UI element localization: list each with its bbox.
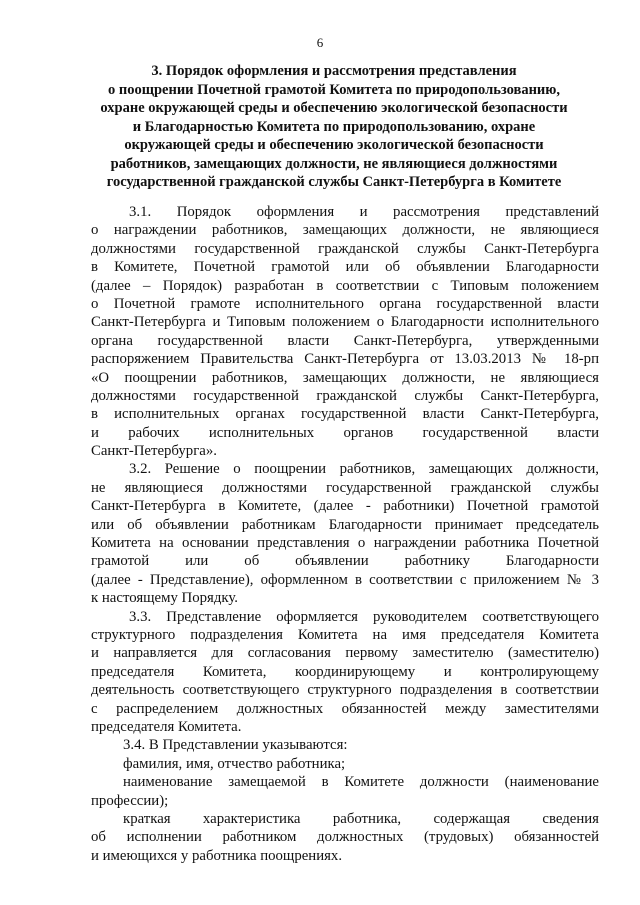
text-line: 3.1. Порядок оформления и рассмотрения представлений xyxy=(129,204,599,220)
text-line: фамилия, имя, отчество работника; xyxy=(123,755,346,772)
text-line: наименование замещаемой в Комитете должности (наименование xyxy=(123,774,599,791)
heading-line: окружающей среды и обеспечению экологической безопасности xyxy=(124,137,544,153)
text-line: 3.2. Решение о поощрении работников, замещающих должности, xyxy=(129,461,599,478)
text-line: грамотой или об объявлении работнику Благодарности xyxy=(91,553,599,570)
text-line: краткая характеристика работника, содержащая сведения xyxy=(123,810,599,827)
text-line: структурного подразделения Комитета на имя председателя Комитета xyxy=(91,626,599,643)
section-heading xyxy=(84,62,584,192)
text-line: в исполнительных органах государственной власти Санкт-Петербурга, xyxy=(91,406,599,423)
text-line: и рабочих исполнительных органов государственной власти xyxy=(91,424,599,441)
list-item-full-name xyxy=(91,755,599,773)
text-line: о Почетной грамоте исполнительного органа государственной власти xyxy=(91,295,599,312)
text-line: распоряжением Правительства Санкт-Петербурга от 13.03.2013 № 18-рп xyxy=(91,351,599,368)
paragraph-3-4 xyxy=(91,736,599,754)
text-line: должностями государственной гражданской службы Санкт-Петербурга, xyxy=(91,387,599,404)
text-line: и имеющихся у работника поощрениях. xyxy=(91,847,343,864)
paragraph-3-1 xyxy=(91,203,599,460)
text-line: 3.4. В Представлении указываются: xyxy=(123,737,348,754)
heading-line: охране окружающей среды и обеспечению экологической безопасности xyxy=(100,100,568,116)
text-line: и направляется для согласования первому заместителю (заместителю) xyxy=(91,645,599,662)
text-line: к настоящему Порядку. xyxy=(91,590,238,607)
text-line: или об объявлении работникам Благодарности принимает председатель xyxy=(91,516,599,533)
text-line: с распределением должностных обязанностей между заместителями xyxy=(91,700,599,717)
text-line: Санкт-Петербурга и Типовым положением о Благодарности исполнительного xyxy=(91,314,599,331)
text-line: «О поощрении работников, замещающих должности, не являющиеся xyxy=(91,369,599,386)
text-line: деятельность соответствующего структурного подразделения в соответствии xyxy=(91,682,599,699)
text-line: (далее – Порядок) разработан в соответствии с Типовым положением xyxy=(91,277,599,294)
text-line: не являющиеся должностями государственной гражданской службы xyxy=(91,479,599,496)
text-line: Комитета на основании представления о награждении работника Почетной xyxy=(91,535,599,552)
text-line: должностями государственной гражданской службы Санкт-Петербурга xyxy=(91,240,599,257)
heading-line: 3. Порядок оформления и рассмотрения представления xyxy=(151,63,517,79)
list-item-position xyxy=(91,773,599,810)
text-line: Санкт-Петербурга в Комитете, (далее - работники) Почетной грамотой xyxy=(91,498,599,515)
text-line: председателя Комитета. xyxy=(91,718,242,735)
text-line: председателя Комитета, координирующему и контролирующему xyxy=(91,663,599,680)
list-item-characteristic xyxy=(91,810,599,865)
page-number: 6 xyxy=(316,35,324,50)
heading-line: и Благодарностью Комитета по природопользованию, охране xyxy=(132,118,536,135)
heading-line: работников, замещающих должности, не являющиеся должностями xyxy=(110,155,558,172)
heading-line: государственной гражданской службы Санкт-Петербурга в Комитете xyxy=(106,174,562,190)
text-line: профессии); xyxy=(91,792,169,809)
text-line: органа государственной власти Санкт-Петербурга, утвержденными xyxy=(91,332,599,349)
text-line: 3.3. Представление оформляется руководителем соответствующего xyxy=(129,608,599,625)
text-line: (далее - Представление), оформленном в соответствии с приложением № 3 xyxy=(91,571,599,588)
text-line: об исполнении работником должностных (трудовых) обязанностей xyxy=(91,829,599,846)
text-line: о награждении работников, замещающих должности, не являющиеся xyxy=(91,222,599,239)
heading-line: о поощрении Почетной грамотой Комитета по природопользованию, xyxy=(108,81,560,98)
document-body xyxy=(91,203,599,865)
paragraph-3-2 xyxy=(91,460,599,607)
text-line: в Комитете, Почетной грамотой или об объявлении Благодарности xyxy=(91,259,599,276)
paragraph-3-3 xyxy=(91,608,599,737)
text-line: Санкт-Петербурга». xyxy=(91,443,217,460)
